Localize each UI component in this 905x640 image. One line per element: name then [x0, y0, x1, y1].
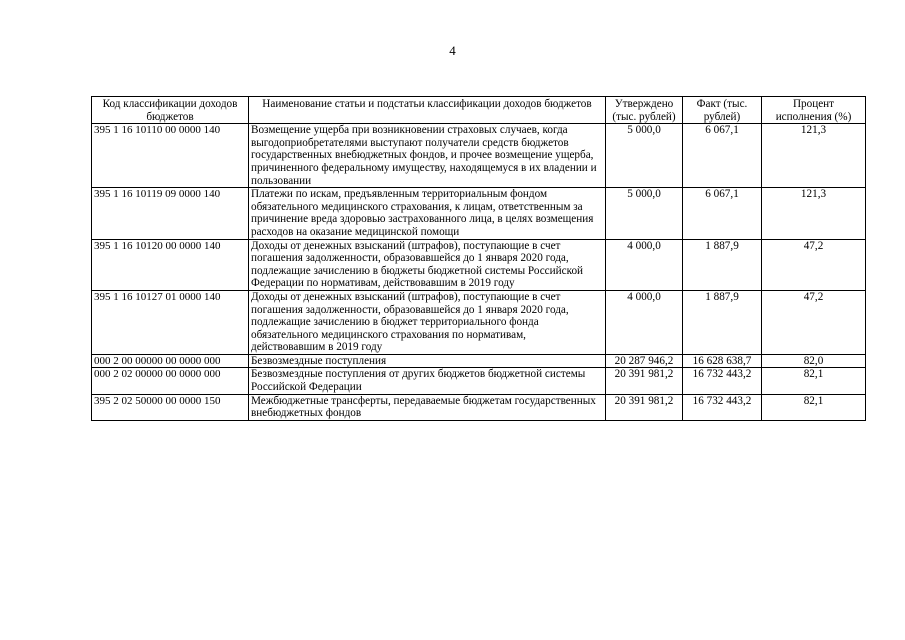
row-fact: 1 887,9 — [683, 290, 762, 354]
header-approved: Утверждено (тыс. рублей) — [606, 97, 683, 124]
row-approved: 4 000,0 — [606, 290, 683, 354]
row-code: 395 1 16 10127 01 0000 140 — [92, 290, 249, 354]
row-fact: 6 067,1 — [683, 124, 762, 188]
table-row — [92, 124, 866, 188]
row-code: 395 1 16 10119 09 0000 140 — [92, 188, 249, 239]
row-fact: 16 628 638,7 — [683, 354, 762, 368]
row-approved: 5 000,0 — [606, 124, 683, 188]
row-name: Доходы от денежных взысканий (штрафов), поступающие в счет погашения задолженности, образовавшейся до 1 января 2020 года, подлежащие зачислению в бюджеты бюджетной системы Российской Федерации по нормативам, действовавшим в 2019 году — [249, 239, 606, 290]
row-name: Безвозмездные поступления от других бюджетов бюджетной системы Российской Федерации — [249, 368, 606, 394]
header-name: Наименование статьи и подстатьи классификации доходов бюджетов — [249, 97, 606, 124]
row-percent: 82,1 — [762, 368, 866, 394]
header-percent: Процент исполнения (%) — [762, 97, 866, 124]
row-approved: 4 000,0 — [606, 239, 683, 290]
table-row — [92, 354, 866, 368]
row-name: Возмещение ущерба при возникновении страховых случаев, когда выгодоприобретателями выступают получатели средств бюджетов государственных внебюджетных фондов, и прочее возмещение ущерба, причиненного федеральному имуществу, находящемуся в их владении и пользовании — [249, 124, 606, 188]
table-row — [92, 368, 866, 394]
row-approved: 20 287 946,2 — [606, 354, 683, 368]
header-fact: Факт (тыс. рублей) — [683, 97, 762, 124]
row-fact: 16 732 443,2 — [683, 368, 762, 394]
budget-revenue-table — [91, 96, 866, 421]
row-fact: 6 067,1 — [683, 188, 762, 239]
row-code: 395 1 16 10110 00 0000 140 — [92, 124, 249, 188]
row-fact: 1 887,9 — [683, 239, 762, 290]
table-header-row — [92, 97, 866, 124]
row-code: 395 1 16 10120 00 0000 140 — [92, 239, 249, 290]
row-name: Безвозмездные поступления — [249, 354, 606, 368]
row-code: 000 2 02 00000 00 0000 000 — [92, 368, 249, 394]
row-percent: 47,2 — [762, 239, 866, 290]
row-name: Межбюджетные трансферты, передаваемые бюджетам государственных внебюджетных фондов — [249, 394, 606, 420]
header-code: Код классификации доходов бюджетов — [92, 97, 249, 124]
row-percent: 121,3 — [762, 124, 866, 188]
row-percent: 47,2 — [762, 290, 866, 354]
row-name: Платежи по искам, предъявленным территориальным фондом обязательного медицинского страхования, к лицам, ответственным за причинение вреда здоровью застрахованного лица, в целях возмещения расходов на оказание медицинской помощи — [249, 188, 606, 239]
row-approved: 20 391 981,2 — [606, 368, 683, 394]
row-fact: 16 732 443,2 — [683, 394, 762, 420]
page-number: 4 — [449, 43, 456, 58]
row-percent: 82,1 — [762, 394, 866, 420]
table-row — [92, 239, 866, 290]
row-name: Доходы от денежных взысканий (штрафов), поступающие в счет погашения задолженности, образовавшейся до 1 января 2020 года, подлежащие зачислению в бюджет территориального фонда обязательного медицинского страхования по нормативам, действовавшим в 2019 году — [249, 290, 606, 354]
table-row — [92, 188, 866, 239]
table-row — [92, 394, 866, 420]
table-row — [92, 290, 866, 354]
row-code: 395 2 02 50000 00 0000 150 — [92, 394, 249, 420]
row-approved: 20 391 981,2 — [606, 394, 683, 420]
row-percent: 82,0 — [762, 354, 866, 368]
row-code: 000 2 00 00000 00 0000 000 — [92, 354, 249, 368]
row-percent: 121,3 — [762, 188, 866, 239]
row-approved: 5 000,0 — [606, 188, 683, 239]
